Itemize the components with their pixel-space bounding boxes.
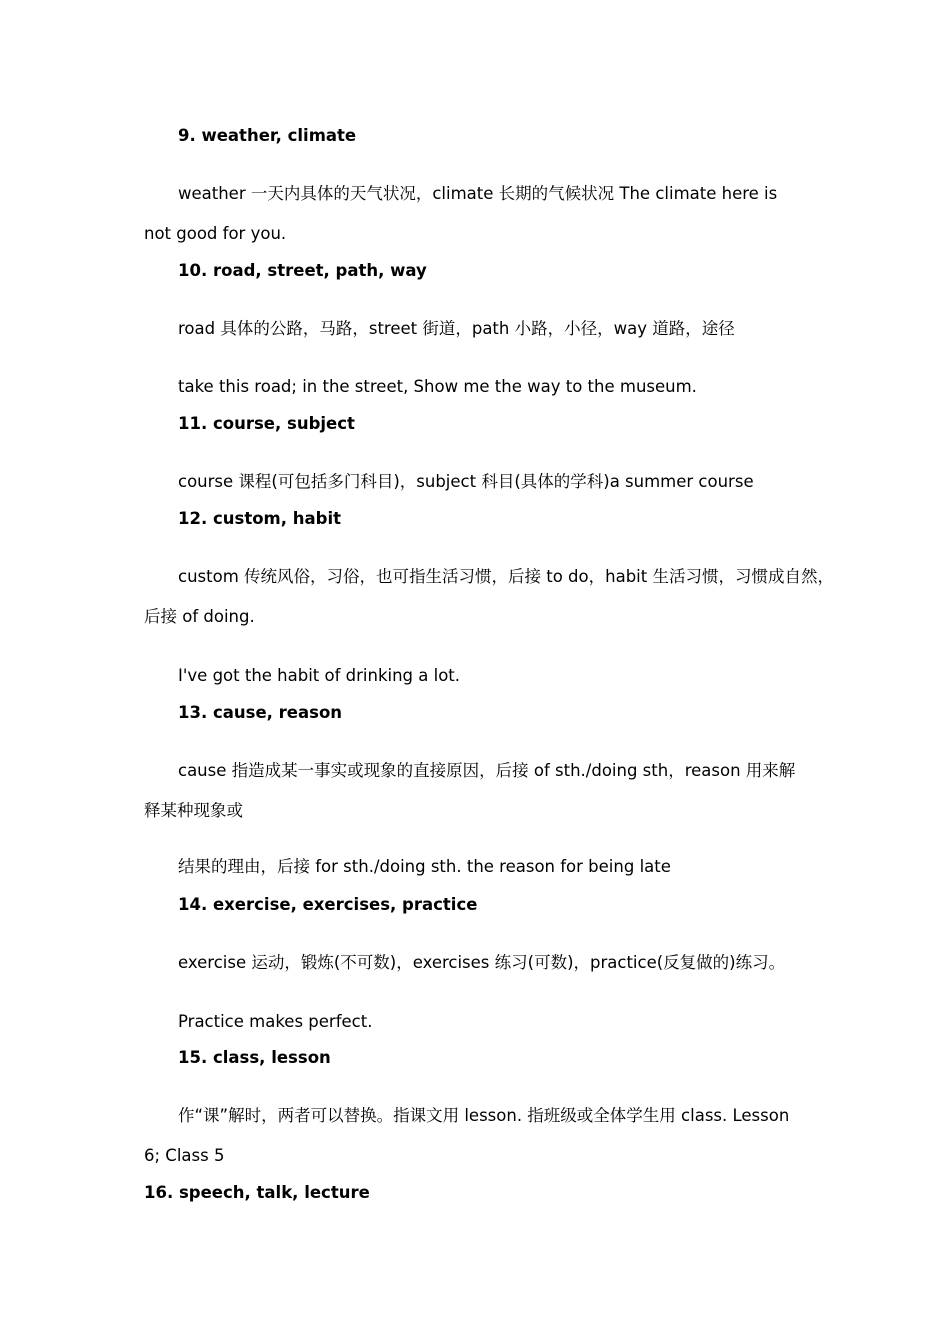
paragraph-line: I've got the habit of drinking a lot. [178,666,461,685]
paragraph-line: 作“课”解时，两者可以替换。指课文用 lesson. 指班级或全体学生用 class. Lesson [178,1106,790,1125]
heading-10: 10. road, street, path, way [178,261,427,280]
heading-16: 16. speech, talk, lecture [144,1183,370,1202]
heading-12: 12. custom, habit [178,509,341,528]
heading-9: 9. weather, climate [178,126,357,145]
paragraph-line: road 具体的公路，马路，street 街道，path 小路，小径，way 道路，途径 [178,319,735,338]
paragraph-line: not good for you. [144,224,287,243]
heading-11: 11. course, subject [178,414,355,433]
paragraph-line: 释某种现象或 [144,801,243,820]
paragraph-line: course 课程(可包括多门科目)，subject 科目(具体的学科)a summer course [178,472,754,491]
paragraph-line: cause 指造成某一事实或现象的直接原因，后接 of sth./doing sth，reason 用来解 [178,761,796,780]
paragraph-line: 后接 of doing. [144,607,255,626]
heading-15: 15. class, lesson [178,1048,331,1067]
paragraph-line: 6; Class 5 [144,1146,225,1165]
heading-13: 13. cause, reason [178,703,343,722]
paragraph-line: weather 一天内具体的天气状况，climate 长期的气候状况 The climate here is [178,184,778,203]
paragraph-line: Practice makes perfect. [178,1012,373,1031]
paragraph-line: take this road; in the street, Show me the way to the museum. [178,377,697,396]
paragraph-line: 结果的理由，后接 for sth./doing sth. the reason for being late [178,857,671,876]
heading-14: 14. exercise, exercises, practice [178,895,478,914]
paragraph-line: custom 传统风俗，习俗，也可指生活习惯，后接 to do，habit 生活习惯，习惯成自然， [178,567,834,586]
paragraph-line: exercise 运动，锻炼(不可数)，exercises 练习(可数)，practice(反复做的)练习。 [178,953,786,972]
